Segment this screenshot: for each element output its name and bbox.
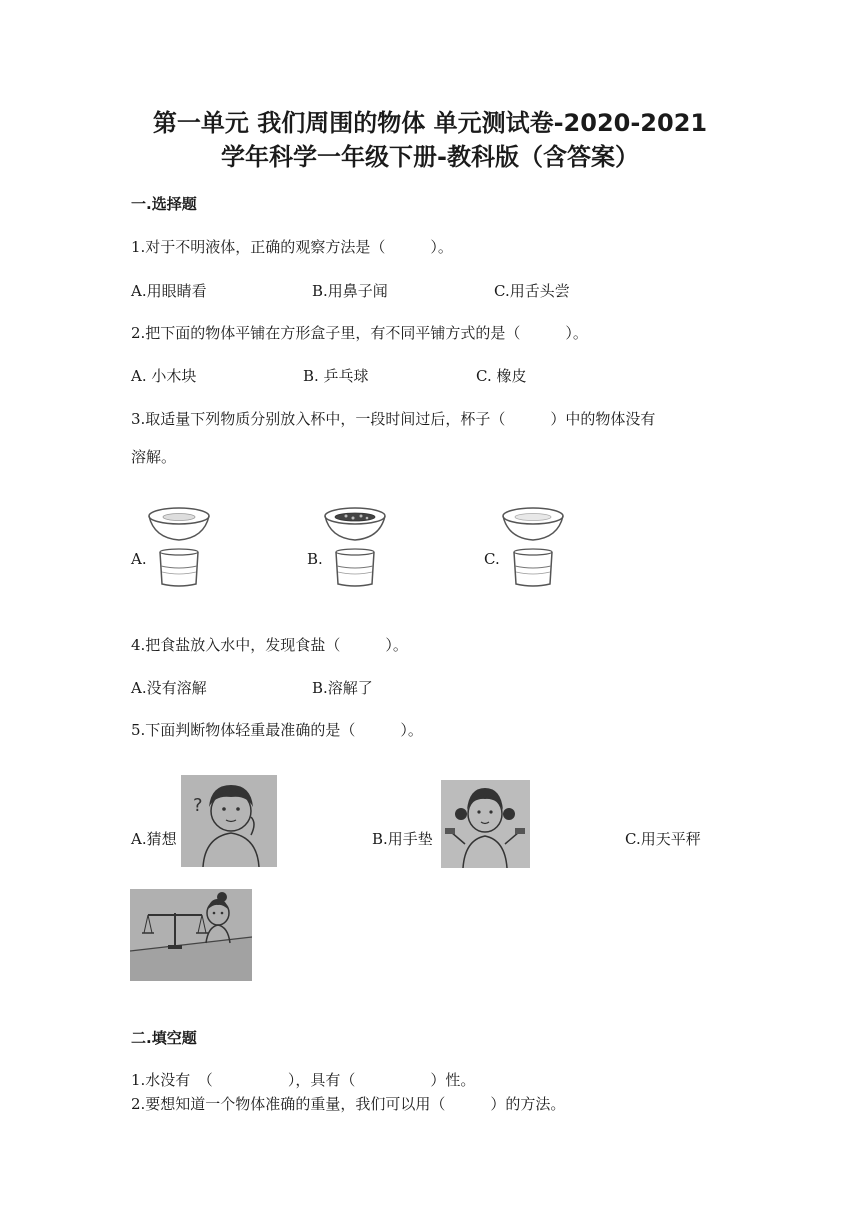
bowl-cup-figure-c <box>500 504 566 590</box>
question-1: 1.对于不明液体，正确的观察方法是（ ）。 <box>131 238 453 256</box>
q4-option-b: B.溶解了 <box>312 679 373 697</box>
page-title-line2: 学年科学一年级下册-教科版（含答案） <box>221 143 639 171</box>
fill-question-2: 2.要想知道一个物体准确的重量，我们可以用（ ）的方法。 <box>131 1095 566 1113</box>
q1-option-c: C.用舌头尝 <box>494 282 570 300</box>
svg-text:?: ? <box>193 795 203 816</box>
q5-option-b: B.用手垫 <box>372 830 433 848</box>
q1-option-a: A.用眼睛看 <box>131 282 207 300</box>
girl-hand-weighing-photo <box>441 780 530 868</box>
q2-option-c: C. 橡皮 <box>476 367 527 385</box>
section-heading-fill-in: 二.填空题 <box>131 1029 197 1047</box>
q5-option-a: A.猜想 <box>131 830 177 848</box>
girl-balance-scale-photo <box>130 889 252 981</box>
question-3-line2: 溶解。 <box>131 448 177 466</box>
question-4: 4.把食盐放入水中，发现食盐（ ）。 <box>131 636 408 654</box>
bowl-cup-figure-b <box>322 504 388 590</box>
q2-option-b: B. 乒乓球 <box>303 367 369 385</box>
question-5: 5.下面判断物体轻重最准确的是（ ）。 <box>131 721 423 739</box>
q3-option-c: C. <box>484 550 500 568</box>
section-heading-choice: 一.选择题 <box>131 195 197 213</box>
q2-option-a: A. 小木块 <box>131 367 197 385</box>
boy-guessing-photo <box>181 775 277 867</box>
question-2: 2.把下面的物体平铺在方形盒子里，有不同平铺方式的是（ ）。 <box>131 324 588 342</box>
page-title-line1: 第一单元 我们周围的物体 单元测试卷-2020-2021 <box>152 109 708 137</box>
fill-question-1: 1.水没有 （ ），具有（ ）性。 <box>131 1071 476 1089</box>
q3-option-a: A. <box>131 550 147 568</box>
q4-option-a: A.没有溶解 <box>131 679 207 697</box>
bowl-cup-figure-a <box>146 504 212 590</box>
question-3-line1: 3.取适量下列物质分别放入杯中，一段时间过后，杯子（ ）中的物体没有 <box>131 410 656 428</box>
q1-option-b: B.用鼻子闻 <box>312 282 388 300</box>
q3-option-b: B. <box>307 550 323 568</box>
q5-option-c: C.用天平秤 <box>625 830 701 848</box>
